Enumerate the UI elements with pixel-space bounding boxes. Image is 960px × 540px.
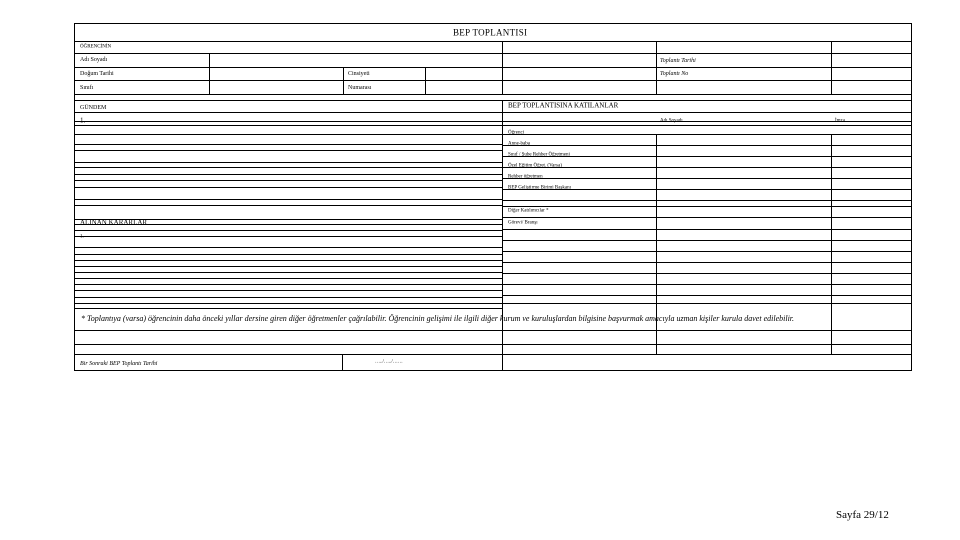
- attendee-role-label: Anne-baba: [508, 141, 530, 147]
- left-row-divider: [75, 272, 502, 273]
- right-row-divider: [502, 229, 911, 230]
- attendee-name-column-header: Adı Soyadı: [660, 118, 683, 124]
- right-row-divider: [502, 303, 911, 304]
- meeting-number-label: Toplantı No: [660, 71, 689, 77]
- col-divider: [209, 53, 210, 94]
- left-row-divider: [75, 134, 502, 135]
- form-title: BEP TOPLANTISI: [453, 27, 528, 38]
- right-row-divider: [502, 295, 911, 296]
- left-row-divider: [75, 308, 502, 309]
- col-divider: [342, 354, 343, 370]
- left-row-divider: [75, 254, 502, 255]
- student-section-label: ÖĞRENCİNİN: [80, 44, 112, 50]
- row-divider: [75, 53, 911, 54]
- right-row-divider: [502, 240, 911, 241]
- col-divider: [425, 67, 426, 94]
- attendee-role-label: BEP Geliştirme Birimi Başkanı: [508, 185, 572, 191]
- decisions-heading: ALINAN KARARLAR: [80, 218, 148, 227]
- left-row-divider: [75, 180, 502, 181]
- left-row-divider: [75, 167, 502, 168]
- duty-label: Görevi/ Branşı: [508, 220, 538, 226]
- footer-row-divider: [75, 354, 911, 355]
- next-meeting-date-value: …../…../……: [375, 359, 403, 365]
- col-divider: [502, 41, 503, 94]
- left-row-divider: [75, 150, 502, 151]
- col-divider: [831, 41, 832, 94]
- right-row-divider: [502, 200, 911, 201]
- bep-meeting-form: [74, 23, 912, 371]
- birth-date-label: Doğum Tarihi: [80, 71, 114, 77]
- attendee-signature-column-header: İmza: [835, 118, 845, 124]
- left-row-divider: [75, 278, 502, 279]
- attendee-role-label: Öğrenci: [508, 130, 525, 136]
- row-divider: [75, 100, 911, 101]
- agenda-heading: GÜNDEM: [80, 105, 107, 111]
- col-divider: [656, 41, 657, 94]
- left-row-divider: [75, 303, 502, 304]
- attendee-role-label: Rehber öğretmen: [508, 174, 543, 180]
- left-row-divider: [75, 266, 502, 267]
- footnote: * Toplantıya (varsa) öğrencinin daha önceki yıllar dersine giren diğer öğretmenler çağrılabilir. Öğrencinin gelişimi ile ilgili diğer kurum ve kuruluşlardan bilgisine başvurmak amacıyla uzman kişiler kurula davet edilebilir.: [81, 314, 795, 323]
- left-row-divider: [75, 205, 502, 206]
- row-divider: [75, 94, 911, 95]
- left-row-divider: [75, 284, 502, 285]
- right-row-divider: [502, 134, 911, 135]
- attendee-role-label: Özel Eğitim Öğret. (Varsa): [508, 163, 562, 169]
- left-row-divider: [75, 174, 502, 175]
- left-row-divider: [75, 144, 502, 145]
- student-name-label: Adı Soyadı: [80, 57, 108, 63]
- right-row-divider: [502, 167, 911, 168]
- agenda-item-1: 1.: [80, 116, 86, 125]
- left-row-divider: [75, 230, 502, 231]
- row-divider: [75, 112, 911, 113]
- right-row-divider: [502, 251, 911, 252]
- left-row-divider: [75, 260, 502, 261]
- left-row-divider: [75, 247, 502, 248]
- next-meeting-label: Bir Sonraki BEP Toplantı Tarihi: [80, 361, 158, 367]
- col-divider: [502, 100, 503, 370]
- right-row-divider: [502, 178, 911, 179]
- left-row-divider: [75, 297, 502, 298]
- right-row-divider: [502, 206, 911, 207]
- left-row-divider: [75, 199, 502, 200]
- col-divider: [343, 67, 344, 94]
- page-number: Sayfa 29/12: [836, 509, 889, 521]
- row-divider: [75, 41, 911, 42]
- attendees-heading: BEP TOPLANTISINA KATILANLAR: [508, 101, 619, 110]
- row-divider: [75, 80, 911, 81]
- row-divider: [75, 125, 911, 126]
- left-row-divider: [75, 236, 502, 237]
- class-label: Sınıfı: [80, 85, 94, 91]
- attendee-role-label: Sınıf / Şube Rehber Öğretmeni: [508, 152, 570, 158]
- right-row-divider: [502, 284, 911, 285]
- decision-item-1: 1.: [80, 234, 84, 240]
- right-row-divider: [502, 145, 911, 146]
- footer-row-divider: [75, 330, 911, 331]
- row-divider: [75, 67, 911, 68]
- footer-row-divider: [75, 344, 911, 345]
- right-row-divider: [502, 262, 911, 263]
- left-row-divider: [75, 162, 502, 163]
- meeting-date-label: Toplantı Tarihi: [660, 58, 696, 64]
- other-participants-label: Diğer Katılımcılar *: [508, 208, 549, 214]
- right-row-divider: [502, 217, 911, 218]
- left-row-divider: [75, 187, 502, 188]
- right-row-divider: [502, 273, 911, 274]
- student-number-label: Numarası: [348, 85, 372, 91]
- gender-label: Cinsiyeti: [348, 71, 370, 77]
- left-row-divider: [75, 290, 502, 291]
